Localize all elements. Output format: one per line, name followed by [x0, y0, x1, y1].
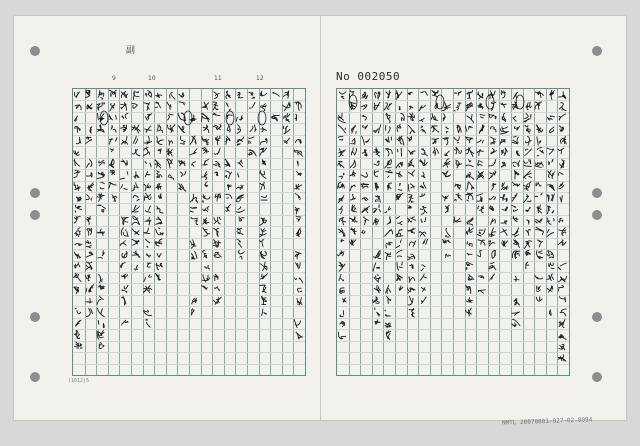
grid-row-line	[73, 146, 305, 147]
grid-column-line	[453, 89, 454, 375]
grid-row-line	[73, 169, 305, 170]
grid-column-line	[235, 89, 236, 375]
grid-row-line	[73, 158, 305, 159]
archive-note: NMTL 20070001-027-02-0094	[501, 416, 593, 427]
top-page-mark: 副	[126, 46, 136, 56]
grid-row-line	[337, 238, 569, 239]
binder-hole	[30, 188, 40, 198]
grid-row-line	[73, 192, 305, 193]
grid-column-line	[418, 89, 419, 375]
grid-column-line	[166, 89, 167, 375]
grid-row-line	[337, 261, 569, 262]
grid-column-line	[360, 89, 361, 375]
binder-hole	[30, 46, 40, 56]
left-manuscript-grid	[72, 88, 306, 376]
grid-column-line	[224, 89, 225, 375]
right-manuscript-grid	[336, 88, 570, 376]
grid-column-line	[293, 89, 294, 375]
grid-row-line	[337, 169, 569, 170]
grid-column-line	[96, 89, 97, 375]
grid-row-line	[73, 329, 305, 330]
binder-hole	[30, 312, 40, 322]
grid-column-line	[465, 89, 466, 375]
binder-hole	[592, 372, 602, 382]
grid-column-line	[177, 89, 178, 375]
grid-column-line	[557, 89, 558, 375]
grid-row-line	[73, 318, 305, 319]
grid-row-line	[337, 295, 569, 296]
page-tick: 11	[214, 75, 222, 82]
grid-column-line	[201, 89, 202, 375]
grid-row-line	[337, 352, 569, 353]
grid-column-line	[212, 89, 213, 375]
binder-hole	[592, 188, 602, 198]
grid-column-line	[407, 89, 408, 375]
center-fold	[320, 16, 321, 420]
grid-column-line	[441, 89, 442, 375]
grid-row-line	[337, 146, 569, 147]
grid-row-line	[73, 238, 305, 239]
grid-row-line	[73, 249, 305, 250]
grid-row-line	[337, 329, 569, 330]
serial-number: No 002050	[336, 70, 401, 83]
grid-column-line	[282, 89, 283, 375]
grid-column-line	[523, 89, 524, 375]
grid-column-line	[488, 89, 489, 375]
grid-column-line	[383, 89, 384, 375]
grid-row-line	[337, 249, 569, 250]
grid-row-line	[337, 112, 569, 113]
grid-column-line	[119, 89, 120, 375]
grid-row-line	[73, 364, 305, 365]
grid-row-line	[73, 112, 305, 113]
grid-row-line	[337, 192, 569, 193]
grid-row-line	[337, 306, 569, 307]
binder-hole	[592, 312, 602, 322]
grid-column-line	[85, 89, 86, 375]
grid-row-line	[337, 226, 569, 227]
grid-column-line	[154, 89, 155, 375]
grid-column-line	[395, 89, 396, 375]
form-code: (1612)5	[68, 378, 90, 384]
grid-column-line	[546, 89, 547, 375]
grid-row-line	[337, 158, 569, 159]
grid-row-line	[73, 283, 305, 284]
grid-row-line	[337, 272, 569, 273]
page-tick: 10	[148, 75, 156, 82]
grid-column-line	[476, 89, 477, 375]
grid-column-line	[247, 89, 248, 375]
grid-column-line	[349, 89, 350, 375]
grid-row-line	[73, 100, 305, 101]
grid-column-line	[372, 89, 373, 375]
grid-column-line	[108, 89, 109, 375]
grid-column-line	[430, 89, 431, 375]
grid-column-line	[143, 89, 144, 375]
binder-hole	[30, 210, 40, 220]
grid-column-line	[534, 89, 535, 375]
grid-row-line	[337, 100, 569, 101]
grid-row-line	[73, 272, 305, 273]
grid-row-line	[337, 135, 569, 136]
grid-column-line	[270, 89, 271, 375]
grid-row-line	[73, 203, 305, 204]
binder-hole	[30, 372, 40, 382]
grid-row-line	[337, 364, 569, 365]
page-tick: 9	[112, 75, 116, 82]
grid-column-line	[511, 89, 512, 375]
grid-row-line	[73, 341, 305, 342]
page-tick: 12	[256, 75, 264, 82]
grid-row-line	[73, 352, 305, 353]
grid-row-line	[73, 123, 305, 124]
grid-row-line	[337, 215, 569, 216]
grid-row-line	[73, 306, 305, 307]
binder-hole	[592, 46, 602, 56]
grid-row-line	[337, 203, 569, 204]
binder-hole	[592, 210, 602, 220]
grid-row-line	[337, 283, 569, 284]
green-mark: ▪▪	[76, 345, 83, 351]
grid-row-line	[73, 135, 305, 136]
grid-row-line	[337, 181, 569, 182]
grid-column-line	[131, 89, 132, 375]
grid-column-line	[259, 89, 260, 375]
grid-row-line	[337, 318, 569, 319]
grid-row-line	[73, 181, 305, 182]
grid-row-line	[73, 226, 305, 227]
grid-row-line	[73, 261, 305, 262]
grid-row-line	[73, 215, 305, 216]
grid-row-line	[337, 123, 569, 124]
grid-column-line	[189, 89, 190, 375]
grid-row-line	[73, 295, 305, 296]
grid-row-line	[337, 341, 569, 342]
grid-column-line	[499, 89, 500, 375]
